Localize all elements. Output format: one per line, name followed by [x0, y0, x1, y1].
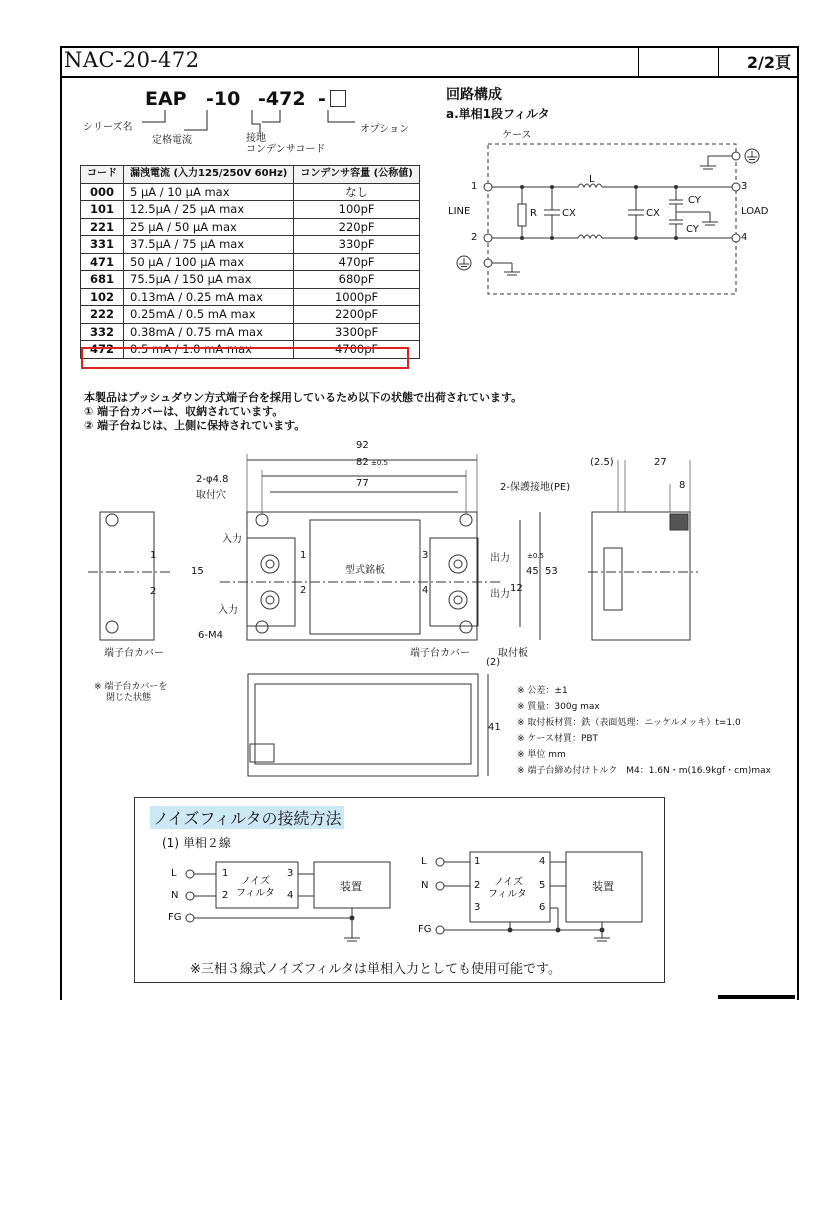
cell-cap: 1000pF	[294, 288, 419, 306]
pin-1: 1	[300, 550, 307, 561]
dim-8: 8	[679, 480, 686, 491]
header-bar	[60, 46, 797, 78]
pin-4: 4	[422, 585, 429, 596]
output-label-1: 出力	[490, 553, 510, 564]
cell-cap: 100pF	[294, 201, 419, 219]
term-2: 2	[471, 232, 478, 243]
label-cx2: CX	[646, 208, 660, 219]
conn-device-b: 装置	[592, 880, 614, 893]
model-code: -472	[258, 88, 306, 110]
model-rating: -10	[206, 88, 241, 110]
cell-cap: なし	[294, 183, 419, 201]
output-label-2: 出力	[490, 589, 510, 600]
cell-code: 332	[81, 323, 124, 341]
cell-code: 221	[81, 218, 124, 236]
table-header-row	[81, 166, 420, 184]
conn-pin-a4: 4	[287, 890, 294, 901]
note-line-2: ① 端子台カバーは、収納されています。	[84, 405, 284, 418]
line-label: LINE	[448, 206, 471, 217]
dim-41: 41	[488, 722, 501, 733]
dim-45: 45	[526, 566, 539, 577]
conn-pin-b2: 2	[474, 880, 481, 891]
cell-code: 101	[81, 201, 124, 219]
table-row	[81, 288, 420, 306]
cell-cap: 680pF	[294, 271, 419, 289]
dim-53: 53	[545, 566, 558, 577]
cell-cap: 220pF	[294, 218, 419, 236]
cover-closed-2: 閉じた状態	[106, 693, 152, 703]
highlight-box	[81, 347, 409, 369]
cell-leak: 12.5μA / 25 μA max	[124, 201, 294, 219]
table-row	[81, 218, 420, 236]
dim-2: (2)	[486, 657, 501, 668]
table-row	[81, 306, 420, 324]
pin-3: 3	[422, 550, 429, 561]
conn-pin-b4: 4	[539, 856, 546, 867]
end-pin-1: 1	[150, 550, 157, 561]
cell-cap: 330pF	[294, 236, 419, 254]
table-row	[81, 271, 420, 289]
conn-pin-b5: 5	[539, 880, 546, 891]
conn-fg-a: FG	[168, 912, 182, 923]
cell-leak: 5 μA / 10 μA max	[124, 183, 294, 201]
term-1: 1	[471, 181, 478, 192]
conn-device-a: 装置	[340, 880, 362, 893]
circuit-subtitle: a.単相1段フィルタ	[446, 107, 550, 121]
label-cy2: CY	[686, 224, 699, 235]
note-line-3: ② 端子台ねじは、上側に保持されています。	[84, 419, 306, 432]
cell-leak: 37.5μA / 75 μA max	[124, 236, 294, 254]
connection-title: ノイズフィルタの接続方法	[150, 806, 344, 829]
label-option: オプション	[360, 124, 410, 135]
label-ground: 接地	[246, 133, 266, 144]
conn-filter-b2: フィルタ	[488, 889, 527, 900]
dim-77: 77	[356, 478, 369, 489]
label-r: R	[530, 208, 537, 219]
table-row	[81, 253, 420, 271]
cell-code: 471	[81, 253, 124, 271]
table-row	[81, 201, 420, 219]
dim-82: 82	[356, 457, 369, 468]
option-box	[330, 90, 346, 107]
note-line-1: 本製品はプッシュダウン方式端子台を採用しているため以下の状態で出荷されています。	[84, 391, 523, 404]
dim-2-5: (2.5)	[590, 457, 614, 468]
cell-code: 331	[81, 236, 124, 254]
model-series: EAP	[145, 88, 187, 110]
th-cap: コンデンサ容量 (公称値)	[294, 166, 419, 184]
conn-pin-a1: 1	[222, 868, 229, 879]
screw-label: 6-M4	[198, 630, 223, 641]
case-label: ケース	[502, 130, 532, 141]
cell-leak: 75.5μA / 150 μA max	[124, 271, 294, 289]
cell-leak: 0.25mA / 0.5 mA max	[124, 306, 294, 324]
pin-2: 2	[300, 585, 307, 596]
conn-pin-b3: 3	[474, 902, 481, 913]
connection-footer: ※三相３線式ノイズフィルタは単相入力としても使用可能です。	[190, 962, 561, 977]
hole-label-2: 取付穴	[196, 490, 226, 501]
input-label-2: 入力	[218, 605, 238, 616]
cell-leak: 50 μA / 100 μA max	[124, 253, 294, 271]
cell-cap: 470pF	[294, 253, 419, 271]
label-cx1: CX	[562, 208, 576, 219]
dim-15: 15	[191, 566, 204, 577]
cell-code: 681	[81, 271, 124, 289]
cell-leak: 0.13mA / 0.25 mA max	[124, 288, 294, 306]
table-row	[81, 323, 420, 341]
nameplate-label: 型式銘板	[345, 565, 385, 576]
conn-filter-a1: ノイズ	[241, 876, 270, 887]
conn-pin-b6: 6	[539, 902, 546, 913]
conn-filter-a2: フィルタ	[236, 888, 275, 899]
conn-pin-b1: 1	[474, 856, 481, 867]
conn-filter-b1: ノイズ	[494, 877, 523, 888]
spec-4: ※ 単位 mm	[517, 750, 566, 760]
spec-0: ※ 公差：±1	[517, 686, 568, 696]
cell-leak: 0.5 mA / 1.0 mA max	[124, 341, 294, 359]
label-l: L	[589, 174, 595, 185]
th-code: コード	[81, 166, 124, 184]
connection-diagram	[140, 850, 660, 950]
conn-pin-a3: 3	[287, 868, 294, 879]
spec-2: ※ 取付板材質：鉄（表面処理：ニッケルメッキ）t=1.0	[517, 718, 741, 728]
cell-cap: 3300pF	[294, 323, 419, 341]
cell-code: 472	[81, 341, 124, 359]
cell-code: 222	[81, 306, 124, 324]
dim-92: 92	[356, 440, 369, 451]
term-4: 4	[741, 232, 748, 243]
conn-n-b: N	[421, 880, 429, 891]
spec-1: ※ 質量：300g max	[517, 702, 600, 712]
dim-12: 12	[510, 583, 523, 594]
end-pin-2: 2	[150, 586, 157, 597]
bottom-rule	[718, 995, 795, 999]
conn-l-b: L	[421, 856, 427, 867]
dim-45-tol: ±0.5	[527, 552, 544, 560]
hole-label: 2-φ4.8	[196, 474, 229, 485]
label-series: シリーズ名	[83, 122, 133, 133]
spec-5: ※ 端子台締め付けトルク M4：1.6N・m(16.9kgf・cm)max	[517, 766, 772, 776]
spec-3: ※ ケース材質：PBT	[517, 734, 599, 744]
pe-label: 2-保護接地(PE)	[500, 482, 571, 493]
input-label-1: 入力	[222, 534, 242, 545]
dim-27: 27	[654, 457, 667, 468]
model-option: -	[318, 88, 326, 110]
label-ground-code: コンデンサコード	[246, 144, 326, 155]
dim-82-tol: ±0.5	[371, 459, 388, 467]
cell-cap: 2200pF	[294, 306, 419, 324]
label-cy1: CY	[688, 195, 701, 206]
table-row	[81, 183, 420, 201]
cell-code: 102	[81, 288, 124, 306]
cover-label-right: 端子台カバー	[410, 648, 470, 659]
label-rating: 定格電流	[152, 135, 192, 146]
doc-title: NAC-20-472	[64, 48, 200, 72]
dimension-drawing	[80, 440, 730, 790]
mount-plate-label: 取付板	[498, 648, 528, 659]
cell-cap: 4700pF	[294, 341, 419, 359]
circuit-diagram	[440, 130, 780, 300]
page-number: 2/2頁	[746, 53, 791, 72]
cell-leak: 0.38mA / 0.75 mA max	[124, 323, 294, 341]
cover-label-left: 端子台カバー	[104, 648, 164, 659]
cell-code: 000	[81, 183, 124, 201]
conn-fg-b: FG	[418, 924, 432, 935]
header-cell-blank	[638, 46, 719, 76]
conn-n-a: N	[171, 890, 179, 901]
conn-l-a: L	[171, 868, 177, 879]
cell-leak: 25 μA / 50 μA max	[124, 218, 294, 236]
capacitor-code-table	[80, 165, 420, 359]
load-label: LOAD	[741, 206, 769, 217]
cover-closed-1: ※ 端子台カバーを	[94, 682, 168, 692]
term-3: 3	[741, 181, 748, 192]
th-leak: 漏洩電流 (入力125/250V 60Hz)	[124, 166, 294, 184]
table-row	[81, 236, 420, 254]
conn-pin-a2: 2	[222, 890, 229, 901]
circuit-title: 回路構成	[446, 87, 502, 103]
connection-subtitle: (1) 単相２線	[162, 836, 231, 850]
header-cell-title	[60, 46, 639, 76]
